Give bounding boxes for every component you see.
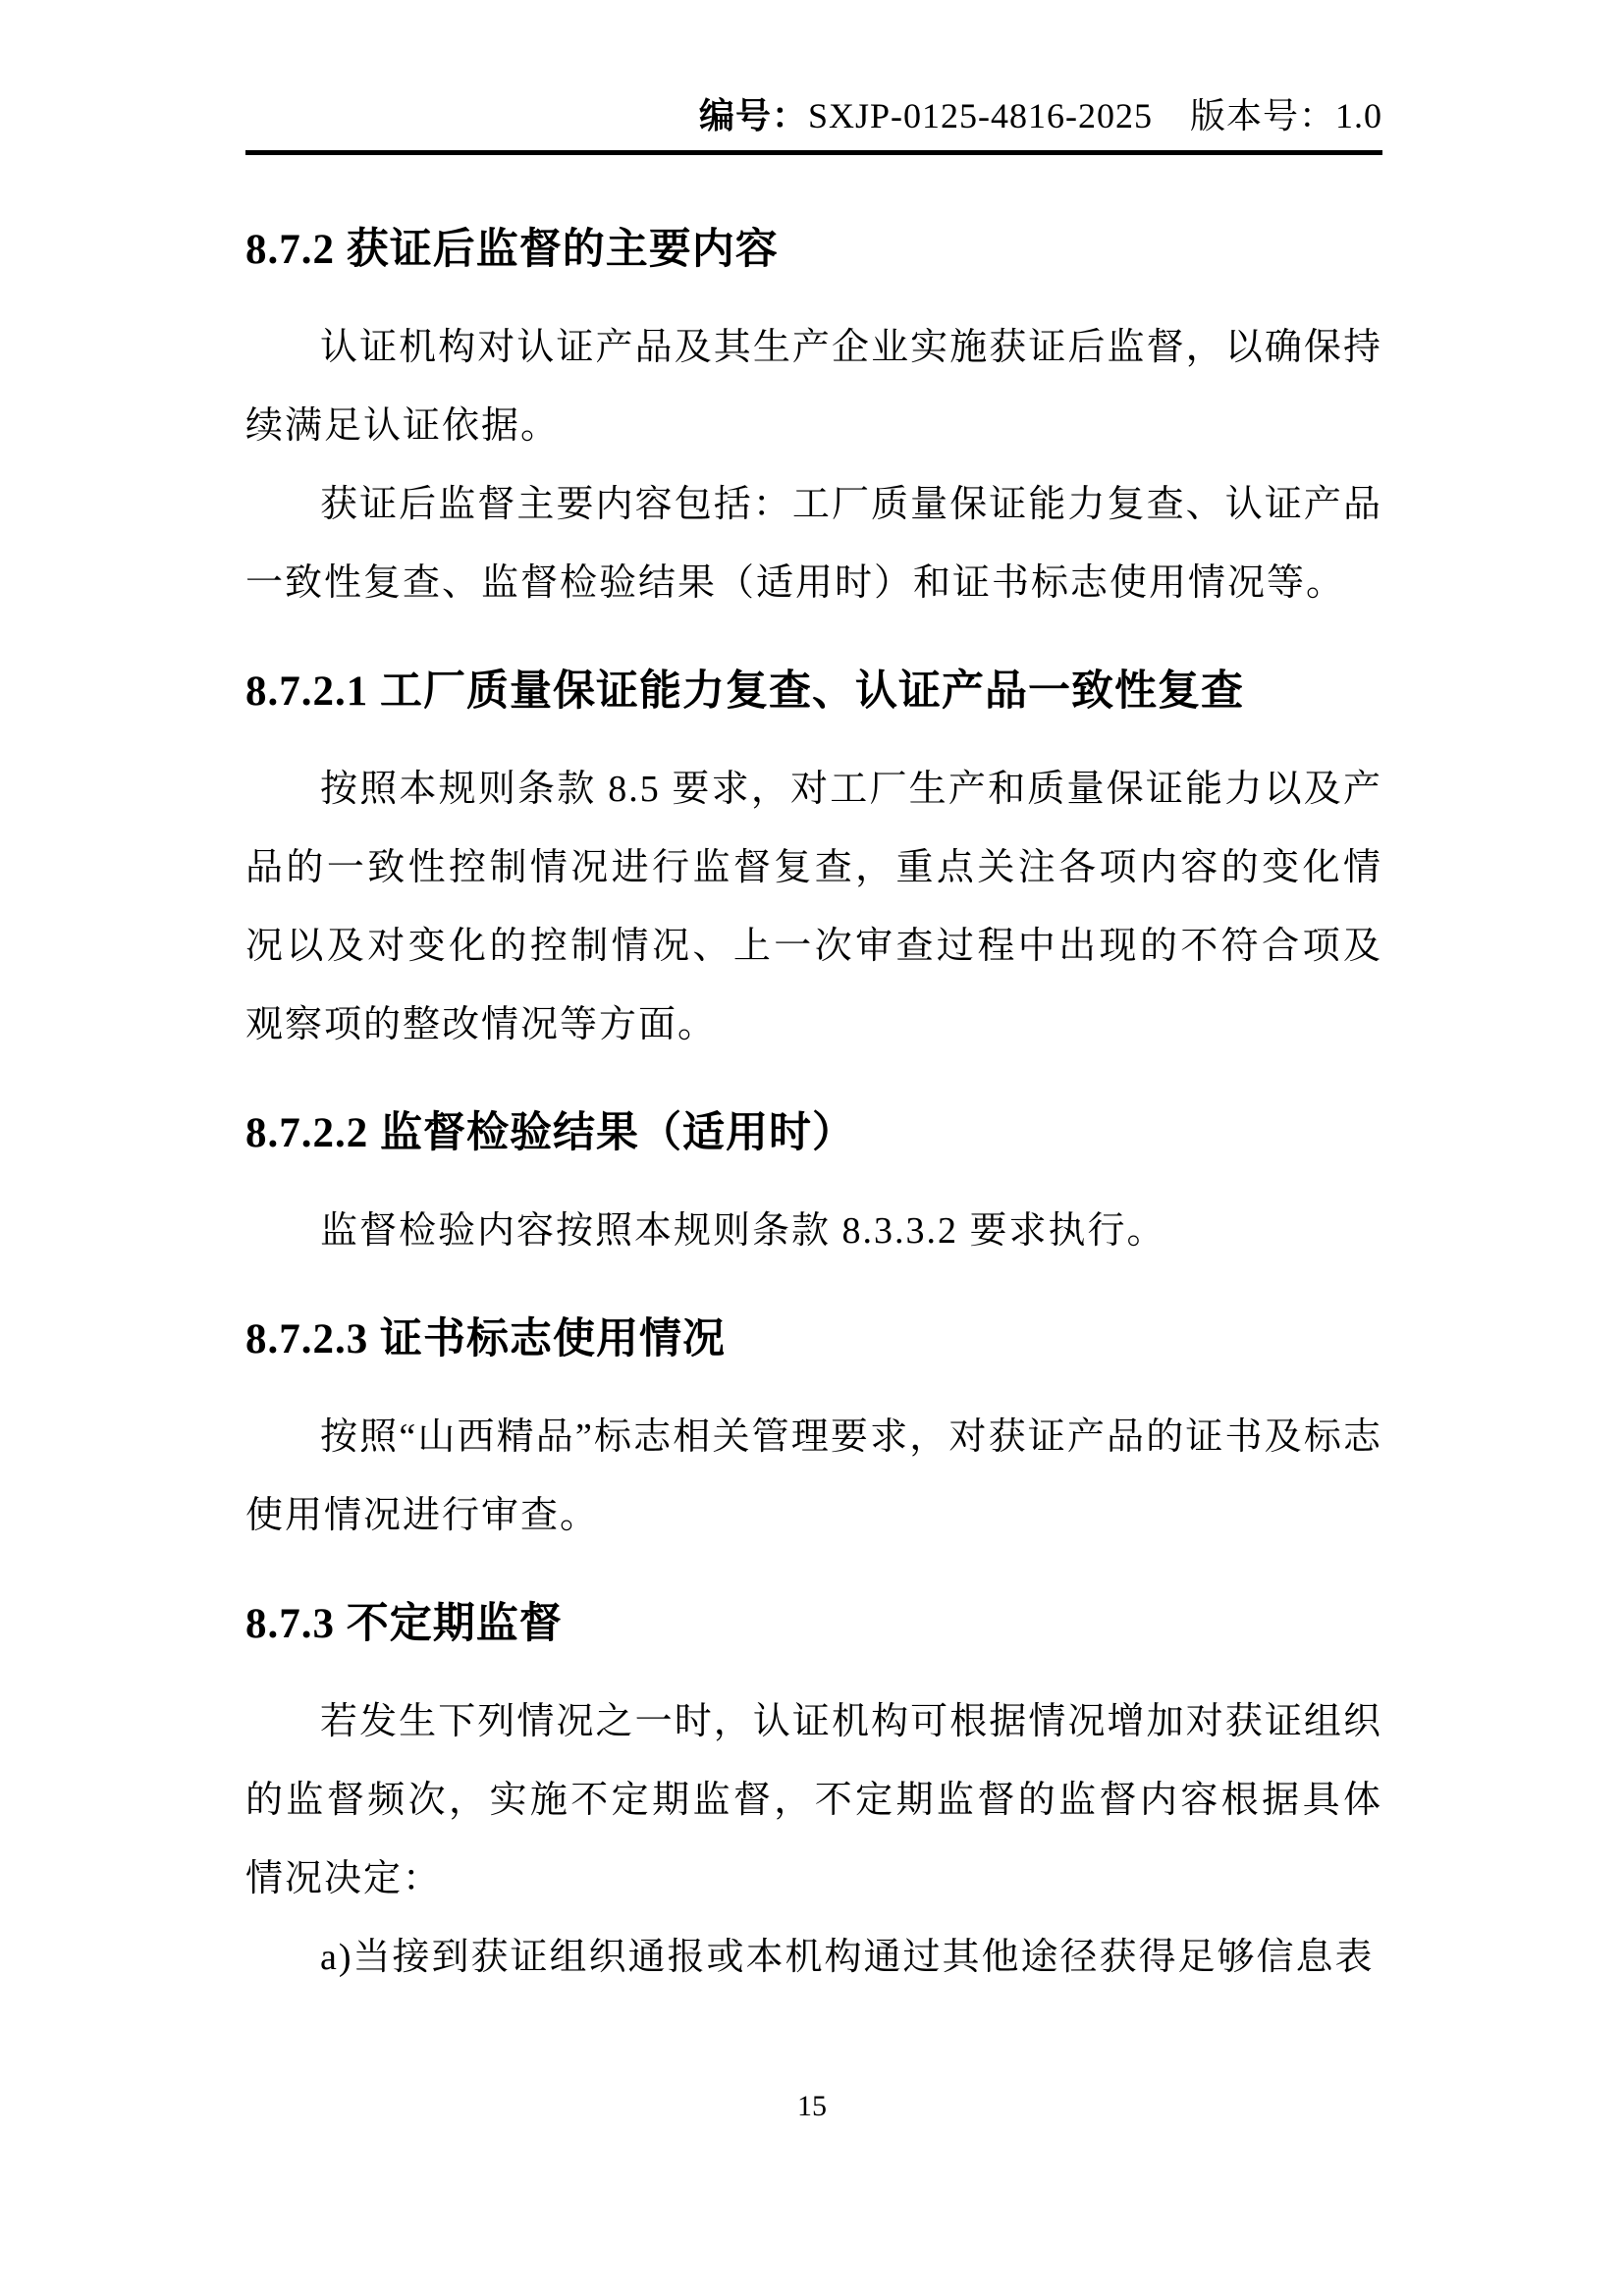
page-footer xyxy=(0,2087,1624,2126)
paragraph: a)当接到获证组织通报或本机构通过其他途径获得足够信息表 xyxy=(320,1937,1375,1978)
section-heading-8-7-2-1: 8.7.2.1 工厂质量保证能力复查、认证产品一致性复查 xyxy=(245,668,1244,715)
paragraph: 按照“山西精品”标志相关管理要求，对获证产品的证书及标志使用情况进行审查。 xyxy=(245,1416,1382,1536)
section-heading-8-7-2: 8.7.2 获证后监督的主要内容 xyxy=(245,227,779,273)
document-body xyxy=(245,192,1382,1997)
paragraph: 获证后监督主要内容包括：工厂质量保证能力复查、认证产品一致性复查、监督检验结果（适用时）和证书标志使用情况等。 xyxy=(245,484,1382,604)
paragraph: 监督检验内容按照本规则条款 8.3.3.2 要求执行。 xyxy=(320,1210,1166,1252)
doc-number-value: SXJP-0125-4816-2025 xyxy=(807,96,1153,135)
paragraph: 按照本规则条款 8.5 要求，对工厂生产和质量保证能力以及产品的一致性控制情况进行监督复查，重点关注各项内容的变化情况以及对变化的控制情况、上一次审查过程中出现的不符合项及观察项的整改情况等方面。 xyxy=(245,769,1382,1045)
paragraph: 认证机构对认证产品及其生产企业实施获证后监督，以确保持续满足认证依据。 xyxy=(245,327,1382,447)
header-rule-divider xyxy=(245,150,1382,155)
version-label: 版本号： xyxy=(1189,96,1335,135)
section-heading-8-7-3: 8.7.3 不定期监督 xyxy=(245,1601,563,1647)
section-heading-8-7-2-2: 8.7.2.2 监督检验结果（适用时） xyxy=(245,1110,855,1156)
doc-number-label: 编号： xyxy=(698,96,808,135)
section-heading-8-7-2-3: 8.7.2.3 证书标志使用情况 xyxy=(245,1316,726,1362)
page-number: 15 xyxy=(797,2090,827,2122)
paragraph: 若发生下列情况之一时，认证机构可根据情况增加对获证组织的监督频次，实施不定期监督，不定期监督的监督内容根据具体情况决定： xyxy=(245,1701,1382,1899)
page-header xyxy=(245,92,1382,139)
version-value: 1.0 xyxy=(1335,96,1382,135)
